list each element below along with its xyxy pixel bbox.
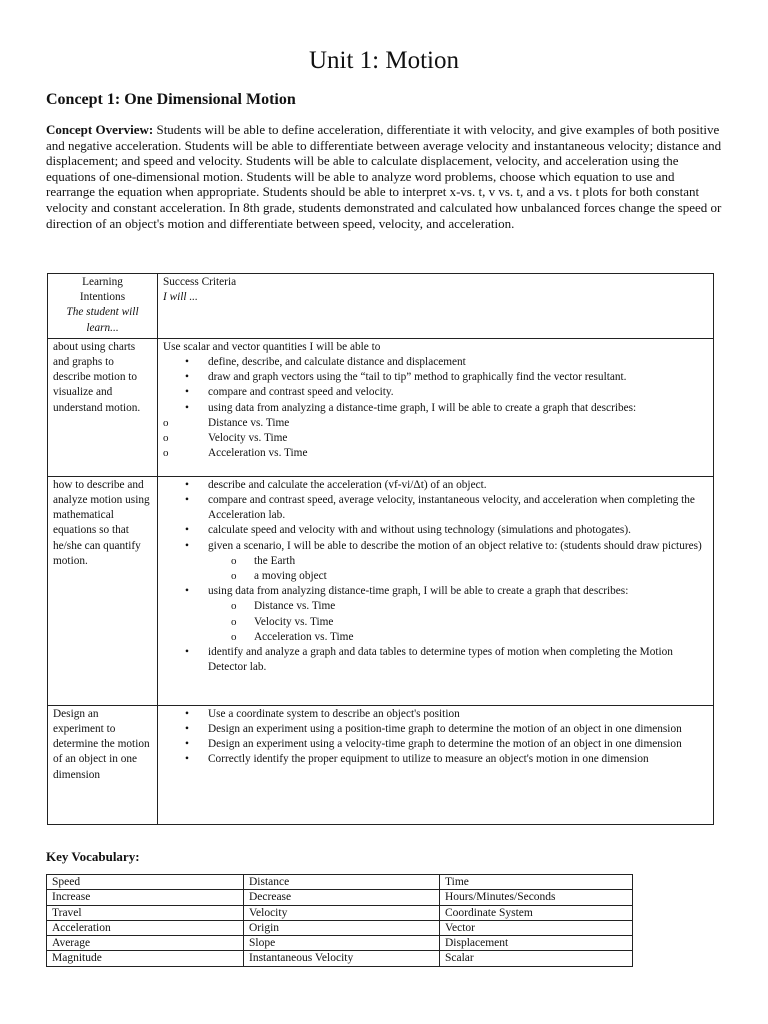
vocab-cell: Hours/Minutes/Seconds [440,890,633,905]
list-subitem: o the Earth [163,554,708,569]
criteria-cell [158,705,714,824]
table-row [48,705,714,824]
vocab-heading: Key Vocabulary: [46,849,140,864]
list-subitem: o a moving object [163,569,708,584]
vocab-cell: Distance [244,875,440,890]
list-item: • compare and contrast speed, average velocity, instantaneous velocity, and acceleration when completing the Acceleration lab. [163,493,708,523]
header-success-criteria: Success Criteria [163,276,237,288]
learning-intentions-table [47,273,714,825]
list-item: • calculate speed and velocity with and without using technology (simulations and photogates). [163,523,708,538]
list-item: • Use a coordinate system to describe an object's position [163,707,708,722]
criteria-intro: Use scalar and vector quantities I will be able to [163,340,381,353]
header-learning: Learning [82,276,123,288]
vocab-cell: Scalar [440,951,633,966]
table-row [47,905,633,920]
list-subitem: o Distance vs. Time [163,599,708,614]
list-subitem: o Velocity vs. Time [163,431,708,446]
vocab-cell: Travel [47,905,244,920]
list-item: • identify and analyze a graph and data tables to determine types of motion when completing the Motion Detector lab. [163,645,708,675]
vocab-cell: Slope [244,936,440,951]
vocab-cell: Coordinate System [440,905,633,920]
list-item: • define, describe, and calculate distance and displacement [163,355,708,370]
list-subitem: o Acceleration vs. Time [163,446,708,461]
table-row [47,951,633,966]
criteria-list [163,478,708,676]
intention-cell: about using charts and graphs to describe motion to visualize and understand motion. [48,338,158,476]
table-row [47,936,633,951]
list-item: • using data from analyzing distance-time graph, I will be able to create a graph that describes: [163,584,708,599]
concept-overview [46,122,722,231]
table-row [47,890,633,905]
table-row [47,920,633,935]
header-i-will: I will ... [163,291,198,304]
header-intentions: Intentions [79,291,126,304]
list-item: • Design an experiment using a velocity-time graph to determine the motion of an object in one dimension [163,737,708,752]
list-item: • draw and graph vectors using the “tail to tip” method to graphically find the vector resultant. [163,370,708,385]
success-criteria-header [158,274,714,339]
concept-heading: Concept 1: One Dimensional Motion [46,91,296,108]
learning-intentions-header [48,274,158,339]
criteria-list [163,355,708,461]
vocab-cell: Speed [47,875,244,890]
vocab-cell: Average [47,936,244,951]
vocab-cell: Time [440,875,633,890]
list-item: • using data from analyzing a distance-time graph, I will be able to create a graph that describes: [163,401,708,416]
vocab-cell: Increase [47,890,244,905]
vocab-table [46,874,633,967]
list-item: • Design an experiment using a position-time graph to determine the motion of an object in one dimension [163,722,708,737]
list-item: • compare and contrast speed and velocity. [163,385,708,400]
overview-text: Students will be able to define acceleration, differentiate it with velocity, and give examples of both positive and negative acceleration. Students will be able to differentiate between average velocity and instantaneous velocity; distance and displacement; and speed and velocity. Students will be able to calculate displacement, velocity, and acceleration using the equations of one-dimensional motion. Students will be able to analyze word problems, choose which equation to use and rearrange the equation when appropriate. Students should be able to interpret x-vs. t, v vs. t, and a vs. t plots for both constant velocity and constant acceleration. In 8th grade, students demonstrated and calculated how unbalanced forces change the speed or direction of an object's motion and differentiate between speed, velocity, and acceleration. [46,122,722,231]
intention-cell: how to describe and analyze motion using mathematical equations so that he/she can quantify motion. [48,476,158,705]
vocab-cell: Origin [244,920,440,935]
table-row [47,875,633,890]
vocab-cell: Vector [440,920,633,935]
vocab-cell: Acceleration [47,920,244,935]
vocab-cell: Instantaneous Velocity [244,951,440,966]
list-item: • Correctly identify the proper equipment to utilize to measure an object's motion in one dimension [163,752,708,767]
criteria-cell [158,338,714,476]
vocab-cell: Velocity [244,905,440,920]
list-subitem: o Distance vs. Time [163,416,708,431]
criteria-cell [158,476,714,705]
page-title: Unit 1: Motion [308,47,459,74]
list-item: • given a scenario, I will be able to describe the motion of an object relative to: (students should draw pictures) [163,539,708,554]
table-row [48,476,714,705]
vocab-cell: Decrease [244,890,440,905]
table-row [48,338,714,476]
intention-cell: Design an experiment to determine the motion of an object in one dimension [48,705,158,824]
header-student-will-learn: The student will learn... [66,306,139,334]
list-subitem: o Acceleration vs. Time [163,630,708,645]
criteria-list [163,707,708,768]
overview-label: Concept Overview: [46,122,154,137]
list-item: • describe and calculate the acceleration (vf-vi/Δt) of an object. [163,478,708,493]
vocab-cell: Displacement [440,936,633,951]
table-header-row [48,274,714,339]
vocab-cell: Magnitude [47,951,244,966]
list-subitem: o Velocity vs. Time [163,615,708,630]
